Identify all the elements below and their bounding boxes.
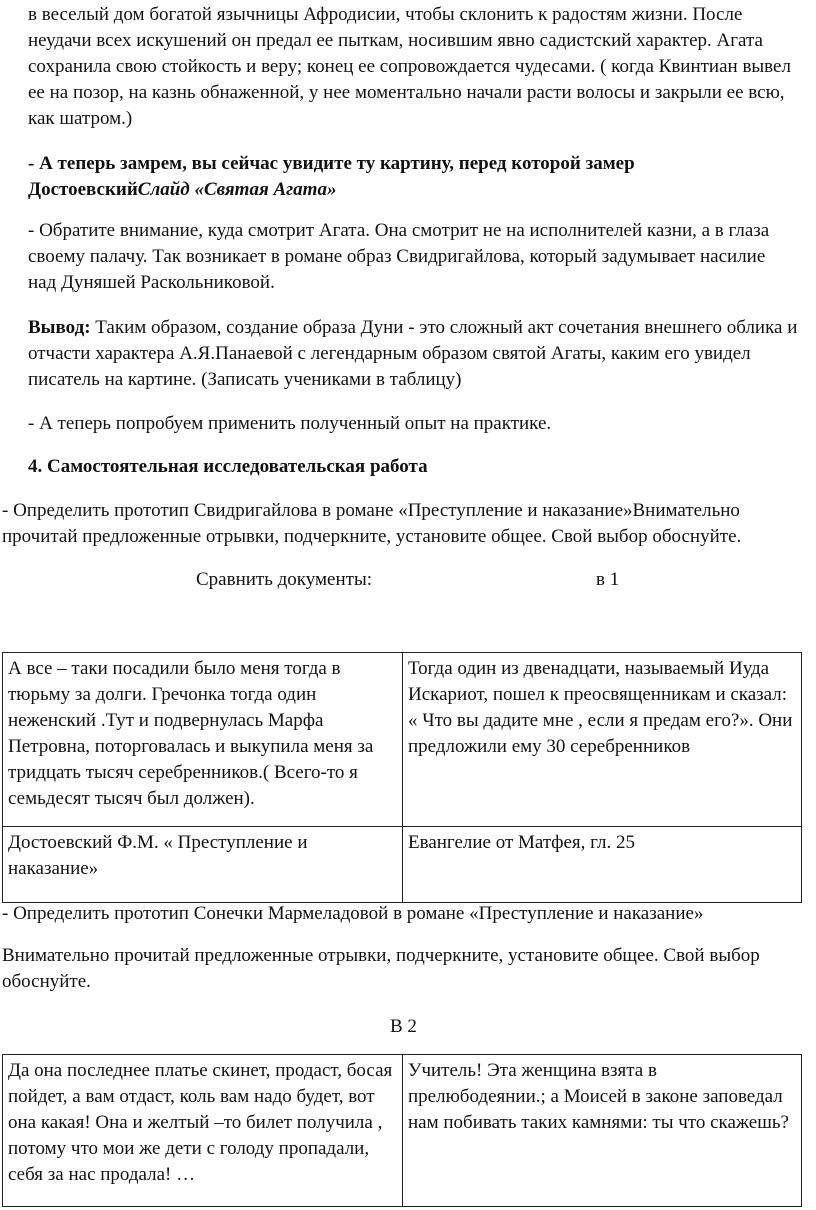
section-heading: 4. Самостоятельная исследовательская работа <box>28 456 428 477</box>
freeze-bold-text: - А теперь замрем, вы сейчас увидите ту картину, перед которой замер Достоевский <box>28 153 635 200</box>
table-cell: Евангелие от Матфея, гл. 25 <box>403 827 802 903</box>
variant-1-label: в 1 <box>596 569 620 590</box>
task-2-line-1: - Определить прототип Сонечки Мармеладовой в романе «Преступление и наказание» <box>2 903 704 924</box>
table-cell: Учитель! Эта женщина взята в прелюбодеянии.; а Моисей в законе заповедал нам побивать таких камнями: ты что скажешь? <box>403 1055 802 1207</box>
table-cell: А все – таки посадили было меня тогда в тюрьму за долги. Гречонка тогда один неженский .Тут и подвернулась Марфа Петровна, поторговалась и выкупила меня за тридцать тысяч серебренников.( Всего-то я семьдесят тысяч был должен). <box>3 653 403 827</box>
compare-label: Сравнить документы: <box>196 569 372 590</box>
table-row <box>3 653 802 827</box>
table-cell: Достоевский Ф.М. « Преступление и наказание» <box>3 827 403 903</box>
task-1-paragraph: - Определить прототип Свидригайлова в романе «Преступление и наказание»Внимательно прочитай предложенные отрывки, подчеркните, установите общее. Свой выбор обоснуйте. <box>2 500 742 547</box>
table-cell: Тогда один из двенадцати, называемый Иуда Искариот, пошел к преосвященникам и сказал: « Что вы дадите мне , если я предам его?». Они предложили ему 30 серебренников <box>403 653 802 827</box>
conclusion-paragraph <box>28 315 816 393</box>
freeze-paragraph <box>28 151 798 203</box>
practice-paragraph: - А теперь попробуем применить полученный опыт на практике. <box>28 413 552 434</box>
conclusion-label: Вывод: <box>28 317 91 338</box>
table-cell: Да она последнее платье скинет, продаст, босая пойдет, а вам отдаст, коль вам надо будет, вот она какая! Она и желтый –то билет получила , потому что мои же дети с голоду пропадали, себя за нас продала! … <box>3 1055 403 1207</box>
table-row <box>3 1055 802 1207</box>
intro-paragraph: в веселый дом богатой язычницы Афродисии, чтобы склонить к радостям жизни. После неудачи всех искушений он предал ее пыткам, носившим явно садистский характер. Агата сохранила свою стойкость и веру; конец ее сопровождается чудесами. ( когда Квинтиан вывел ее на позор, на казнь обнаженной, у нее моментально начали расти волосы и закрыли ее всю, как шатром.) <box>28 4 791 129</box>
slide-reference: Слайд «Святая Агата» <box>137 179 337 200</box>
comparison-table-2 <box>2 1054 802 1207</box>
attention-paragraph: - Обратите внимание, куда смотрит Агата. Она смотрит не на исполнителей казни, а в глаза своему палачу. Так возникает в романе образ Свидригайлова, который задумывает насилие над Дуняшей Раскольниковой. <box>28 220 770 293</box>
task-2-line-2: Внимательно прочитай предложенные отрывки, подчеркните, установите общее. Свой выбор обоснуйте. <box>2 945 760 992</box>
conclusion-text: Таким образом, создание образа Дуни - это сложный акт сочетания внешнего облика и отчасти характера А.Я.Панаевой с легендарным образом святой Агаты, каким его увидел писатель на картине. (Записать учениками в таблицу) <box>28 317 798 390</box>
comparison-table-1 <box>2 652 802 903</box>
table-row <box>3 827 802 903</box>
variant-2-label: В 2 <box>390 1016 417 1037</box>
